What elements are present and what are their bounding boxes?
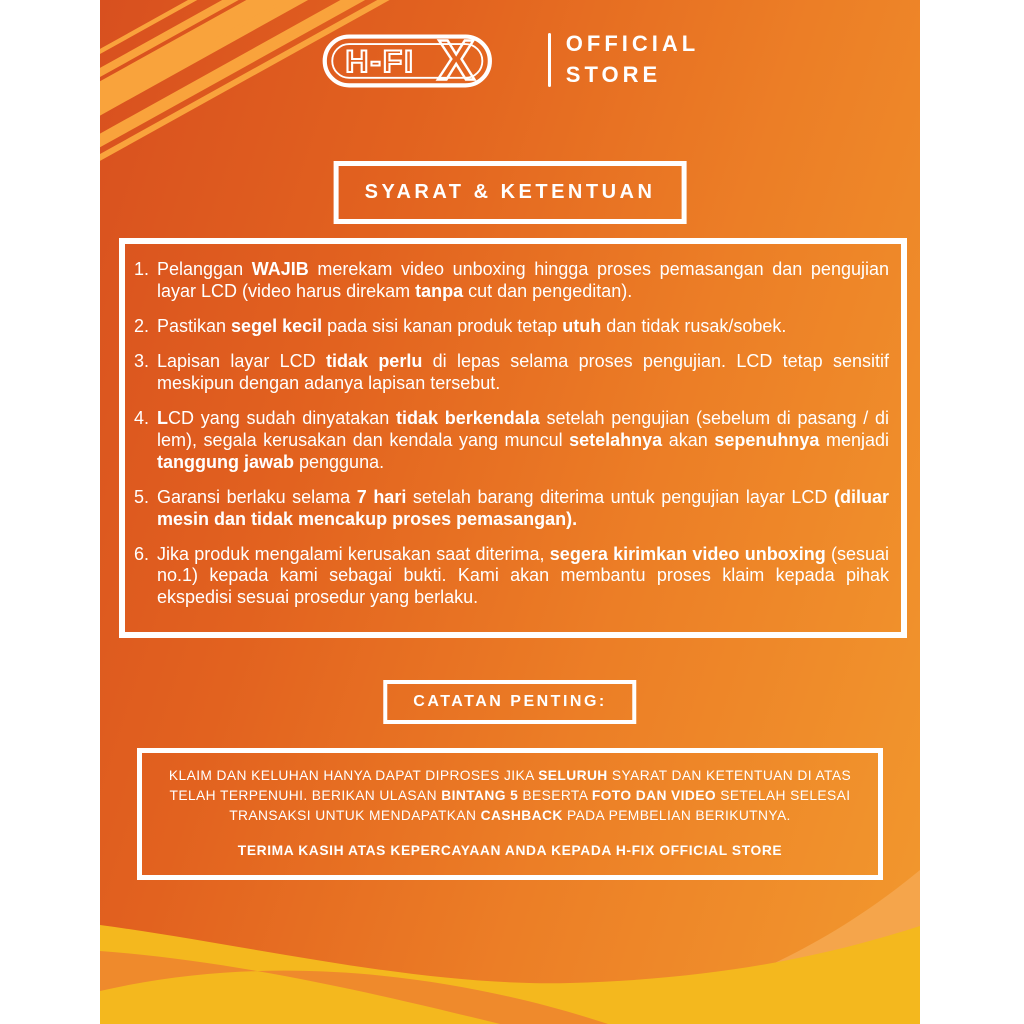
important-note-title-box [383, 680, 636, 724]
term-number: 3. [134, 350, 150, 371]
term-item-1 [134, 259, 889, 303]
term-number: 5. [134, 486, 150, 507]
brand-header [100, 20, 920, 100]
terms-title: SYARAT & KETENTUAN [364, 181, 656, 203]
term-item-4 [134, 408, 889, 474]
important-note-title: CATATAN PENTING: [413, 693, 607, 710]
note-claim-text: KLAIM DAN KELUHAN HANYA DAPAT DIPROSES JIKA SELURUH SYARAT DAN KETENTUAN DI ATAS TELAH TERPENUHI. BERIKAN ULASAN BINTANG 5 BESERTA FOTO DAN VIDEO SETELAH SELESAI TRANSAKSI UNTUK MENDAPATKAN CASHBACK PADA PEMBELIAN BERIKUTNYA. [168, 768, 852, 823]
hfix-logo [321, 20, 533, 100]
term-item-6 [134, 544, 889, 610]
brand-text [566, 29, 699, 91]
term-text: LCD yang sudah dinyatakan tidak berkendala setelah pengujian (sebelum di pasang / di lem), segala kerusakan dan kendala yang muncul setelahnya akan sepenuhnya menjadi tanggung jawab pengguna. [157, 407, 889, 472]
term-text: Pelanggan WAJIB merekam video unboxing hingga proses pemasangan dan pengujian layar LCD (video harus direkam tanpa cut dan pengeditan). [157, 259, 889, 301]
term-number: 1. [134, 259, 150, 279]
poster-background [100, 0, 920, 1024]
term-text: Garansi berlaku selama 7 hari setelah barang diterima untuk pengujian layar LCD (diluar mesin dan tidak mencakup proses pemasangan). [157, 486, 889, 529]
term-item-2 [134, 316, 889, 338]
term-text: Pastikan segel kecil pada sisi kanan produk tetap utuh dan tidak rusak/sobek. [157, 315, 787, 336]
terms-title-box [334, 161, 687, 224]
important-note-box [137, 748, 883, 880]
term-item-5 [134, 487, 889, 531]
term-number: 2. [134, 315, 150, 336]
note-thanks-text: TERIMA KASIH ATAS KEPERCAYAAN ANDA KEPADA H-FIX OFFICIAL STORE [237, 843, 783, 858]
bottom-waves-decoration [100, 870, 920, 1024]
brand-store-label: STORE [565, 62, 662, 87]
term-text: Jika produk mengalami kerusakan saat diterima, segera kirimkan video unboxing (sesuai no.1) kepada kami sebagai bukti. Kami akan membantu proses klaim kepada pihak ekspedisi sesuai prosedur yang berlaku. [157, 543, 889, 608]
term-number: 4. [134, 407, 150, 428]
term-text: Lapisan layar LCD tidak perlu di lepas selama proses pengujian. LCD tetap sensitif meskipun dengan adanya lapisan tersebut. [157, 350, 889, 393]
brand-official-label: OFFICIAL [565, 31, 700, 57]
terms-box [119, 238, 907, 638]
brand-divider-line [548, 33, 551, 87]
logo-x-glyph: X [437, 28, 475, 92]
logo-text: H-FI [345, 43, 415, 80]
term-number: 6. [134, 543, 150, 564]
term-item-3 [134, 351, 889, 395]
